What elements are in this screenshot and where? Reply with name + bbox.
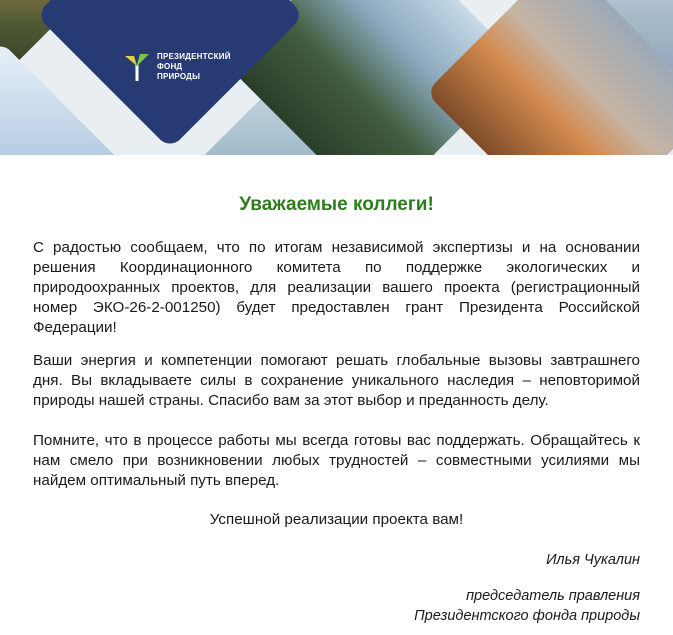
paragraph-grant-notice: С радостью сообщаем, что по итогам независимой экспертизы и на основании решения Координационного комитета по поддержке экологических и природоохранных проектов, для реализации вашего проекта (регистрационный номер ЭКО-26-2-001250) будет предоставлен грант Президента Российской Федерации!: [33, 239, 640, 336]
signatory-position: [414, 586, 640, 626]
position-line-1: председатель правления: [466, 588, 640, 604]
paragraph-gratitude: Ваши энергия и компетенции помогают решать глобальные вызовы завтрашнего дня. Вы вкладываете силы в сохранение уникального наследия – неповторимой природы нашей страны. Спасибо вам за этот выбор и преданность делу.: [33, 352, 640, 409]
position-line-2: Президентского фонда природы: [414, 608, 640, 624]
closing-wish: Успешной реализации проекта вам!: [209, 511, 464, 528]
signatory-name: Илья Чукалин: [546, 552, 640, 568]
leaf-logo-icon: [123, 52, 151, 82]
logo-line-1: ПРЕЗИДЕНТСКИЙ: [157, 52, 231, 61]
fund-logo: [123, 52, 231, 82]
logo-line-3: ПРИРОДЫ: [157, 72, 201, 81]
paragraph-support: Помните, что в процессе работы мы всегда готовы вас поддержать. Обращайтесь к нам смело при возникновении любых трудностей – совместными усилиями мы найдем оптимальный путь вперед.: [33, 432, 640, 489]
logo-text: [157, 52, 231, 82]
logo-line-2: ФОНД: [157, 62, 183, 71]
letter-heading: Уважаемые коллеги!: [239, 194, 434, 215]
header-banner: [0, 0, 673, 155]
